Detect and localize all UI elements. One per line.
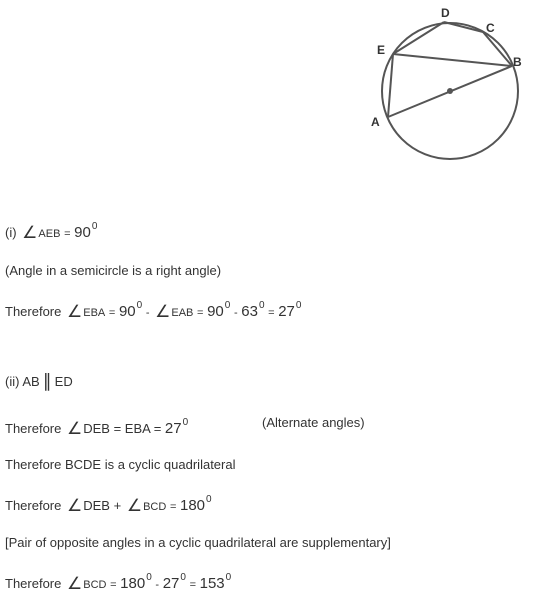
degree-sup: 0 [146, 572, 152, 583]
equals: = [108, 307, 116, 319]
reason-text: [Pair of opposite angles in a cyclic quadrilateral are supplementary] [5, 535, 391, 550]
reason-supplementary [5, 534, 391, 552]
equals: = [268, 307, 275, 319]
angle-symbol: ∠ [126, 496, 143, 515]
value: 90 [118, 303, 136, 320]
chord-ed [393, 22, 444, 54]
center-point [447, 88, 453, 94]
value: 180 [180, 497, 206, 514]
minus: - [233, 307, 238, 319]
value: 63 [241, 303, 258, 320]
angle-symbol: ∠ [22, 223, 38, 242]
value: 153 [199, 575, 225, 592]
angle-name: BCD [83, 579, 107, 591]
value: 90 [74, 224, 91, 241]
equals: = [189, 579, 196, 591]
label-c: C [486, 21, 495, 35]
step-label: (ii) AB [5, 374, 40, 389]
statement-text: Therefore BCDE is a cyclic quadrilateral [5, 457, 236, 472]
equals: = [110, 579, 117, 591]
equals: = [197, 307, 204, 319]
chord-cb [483, 32, 512, 66]
expression: DEB = EBA = [83, 421, 162, 436]
segment-name: ED [54, 374, 73, 389]
value: 90 [207, 303, 224, 320]
label-b: B [513, 55, 522, 69]
angle-name: AEB [38, 228, 61, 240]
equals: = [169, 501, 177, 513]
step-deb [5, 414, 188, 438]
degree-sup: 0 [224, 300, 231, 311]
step-sum [5, 491, 212, 516]
equals: = [64, 228, 71, 240]
label-d: D [441, 6, 450, 20]
therefore: Therefore [5, 498, 62, 513]
minus: - [155, 579, 160, 591]
degree-sup: 0 [258, 300, 265, 311]
angle-name: EAB [171, 307, 194, 319]
step-ii [5, 372, 73, 391]
value: 180 [120, 575, 146, 592]
label-a: A [371, 115, 380, 129]
degree-sup: 0 [180, 572, 186, 583]
angle-symbol: ∠ [67, 574, 83, 593]
degree-sup: 0 [182, 417, 189, 428]
value: 27 [164, 420, 182, 437]
degree-sup: 0 [206, 494, 212, 505]
statement-cyclic [5, 456, 235, 474]
angle-symbol: ∠ [67, 496, 83, 515]
angle-name: BCD [143, 501, 167, 513]
angle-name: DEB [83, 498, 110, 513]
step-eba [5, 297, 301, 322]
chord-eb [393, 54, 512, 66]
therefore: Therefore [5, 576, 62, 591]
step-i [5, 218, 97, 243]
plus: + [113, 498, 122, 513]
therefore: Therefore [5, 304, 62, 319]
value: 27 [278, 303, 295, 320]
angle-name: EBA [83, 307, 106, 319]
parallel-symbol: ∥ [42, 371, 52, 391]
reason-text: (Alternate angles) [262, 415, 365, 430]
label-e: E [377, 43, 386, 57]
circle-figure [0, 0, 534, 170]
step-bcd [5, 569, 231, 594]
degree-sup: 0 [225, 572, 232, 583]
angle-symbol: ∠ [67, 419, 83, 438]
degree-sup: 0 [91, 221, 98, 232]
reason-alternate [262, 414, 365, 432]
value: 27 [162, 575, 180, 592]
reason-text: (Angle in a semicircle is a right angle) [5, 263, 222, 278]
reason-semicircle [5, 262, 221, 280]
minus: - [145, 307, 150, 319]
angle-symbol: ∠ [67, 302, 83, 321]
degree-sup: 0 [295, 300, 302, 311]
therefore: Therefore [5, 421, 62, 436]
angle-symbol: ∠ [155, 302, 171, 321]
degree-sup: 0 [136, 300, 143, 311]
step-label: (i) [5, 225, 17, 240]
